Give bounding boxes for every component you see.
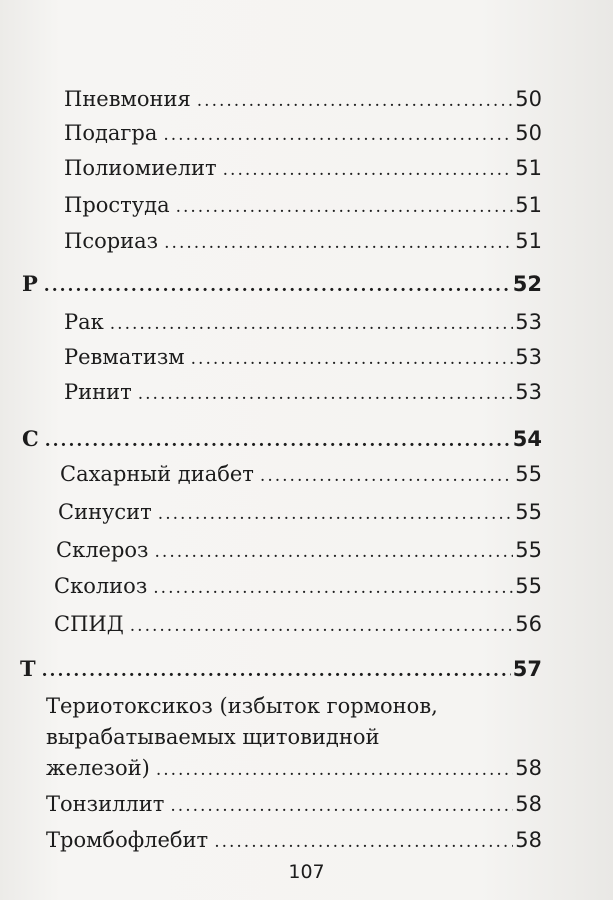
- toc-entry-page: 53: [515, 380, 542, 404]
- toc-entry-page: 58: [515, 792, 542, 816]
- toc-entry-page: 58: [515, 756, 542, 780]
- toc-entry-page: 51: [515, 193, 542, 217]
- toc-entry-label: Пневмония: [64, 87, 191, 111]
- toc-entry-teriotoksikoz-line2[interactable]: вырабатываемых щитовидной: [46, 725, 380, 749]
- toc-section-letter: Т: [20, 656, 36, 681]
- toc-entry-label: Псориаз: [64, 229, 159, 253]
- dot-leader: [42, 656, 511, 686]
- toc-section-s[interactable]: [22, 424, 542, 456]
- dot-leader: [176, 192, 514, 222]
- toc-section-t[interactable]: [20, 654, 542, 686]
- dot-leader: [214, 827, 513, 857]
- toc-entry-poliomielit[interactable]: [64, 153, 542, 185]
- toc-entry-label: Тромбофлебит: [46, 828, 209, 852]
- toc-entry-skolioz[interactable]: [54, 571, 542, 603]
- dot-leader: [260, 461, 513, 491]
- toc-entry-label: Полиомиелит: [64, 156, 217, 180]
- dot-leader: [163, 120, 513, 150]
- toc-entry-page: 53: [515, 345, 542, 369]
- toc-entry-page: 53: [515, 310, 542, 334]
- dot-leader: [153, 573, 513, 603]
- toc-entry-teriotoksikoz-line1[interactable]: Териотоксикоз (избыток гормонов,: [46, 694, 438, 718]
- toc-section-r[interactable]: [22, 269, 542, 301]
- toc-entry-page: 55: [515, 574, 542, 598]
- toc-entry-page: 50: [515, 121, 542, 145]
- toc-entry-revmatizm[interactable]: [64, 342, 542, 374]
- toc-entry-label: Синусит: [58, 500, 152, 524]
- toc-entry-label: Простуда: [64, 193, 170, 217]
- toc-entry-page: 58: [515, 828, 542, 852]
- page-number: 107: [288, 861, 325, 883]
- toc-entry-label: Рак: [64, 310, 104, 334]
- dot-leader: [156, 755, 513, 785]
- toc-entry-tromboflebit[interactable]: [46, 825, 542, 857]
- dot-leader: [191, 344, 514, 374]
- dot-leader: [130, 611, 513, 641]
- toc-entry-skleroz[interactable]: [56, 535, 542, 567]
- toc-entry-saharny-diabet[interactable]: [60, 459, 542, 491]
- toc-entry-label: Ревматизм: [64, 345, 185, 369]
- toc-entry-page: 50: [515, 87, 542, 111]
- toc-section-page: 54: [512, 427, 542, 451]
- toc-entry-sinusit[interactable]: [58, 497, 542, 529]
- toc-entry-rak[interactable]: [64, 307, 542, 339]
- toc-entry-page: 51: [515, 229, 542, 253]
- toc-entry-label: СПИД: [54, 612, 124, 636]
- dot-leader: [44, 271, 511, 301]
- toc-entry-pnevmoniya[interactable]: [64, 84, 542, 116]
- toc-section-page: 57: [512, 657, 542, 681]
- toc-entry-page: 55: [515, 462, 542, 486]
- toc-entry-label: Тонзиллит: [46, 792, 165, 816]
- dot-leader: [197, 86, 513, 116]
- dot-leader: [158, 499, 513, 529]
- toc-entry-label: Склероз: [56, 538, 149, 562]
- toc-entry-teriotoksikoz[interactable]: [46, 753, 542, 785]
- toc-entry-page: 55: [515, 500, 542, 524]
- toc-entry-page: 51: [515, 156, 542, 180]
- toc-entry-page: 56: [515, 612, 542, 636]
- toc-entry-prostuda[interactable]: [64, 190, 542, 222]
- dot-leader: [164, 228, 513, 258]
- toc-entry-psoriaz[interactable]: [64, 226, 542, 258]
- toc-section-letter: Р: [22, 271, 38, 296]
- dot-leader: [138, 379, 514, 409]
- toc-entry-label: Подагра: [64, 121, 158, 145]
- toc-section-page: 52: [512, 272, 542, 296]
- toc-entry-label: железой): [46, 756, 150, 780]
- dot-leader: [45, 426, 511, 456]
- toc-entry-label: Ринит: [64, 380, 132, 404]
- toc-entry-page: 55: [515, 538, 542, 562]
- toc-entry-tonzillit[interactable]: [46, 789, 542, 821]
- toc-entry-label: Сколиоз: [54, 574, 148, 598]
- toc-entry-rinit[interactable]: [64, 377, 542, 409]
- toc-entry-label: Сахарный диабет: [60, 462, 254, 486]
- toc-entry-podagra[interactable]: [64, 118, 542, 150]
- toc-entry-spid[interactable]: [54, 609, 542, 641]
- dot-leader: [155, 537, 514, 567]
- dot-leader: [110, 309, 513, 339]
- dot-leader: [223, 155, 514, 185]
- toc-section-letter: С: [22, 426, 39, 451]
- dot-leader: [170, 791, 513, 821]
